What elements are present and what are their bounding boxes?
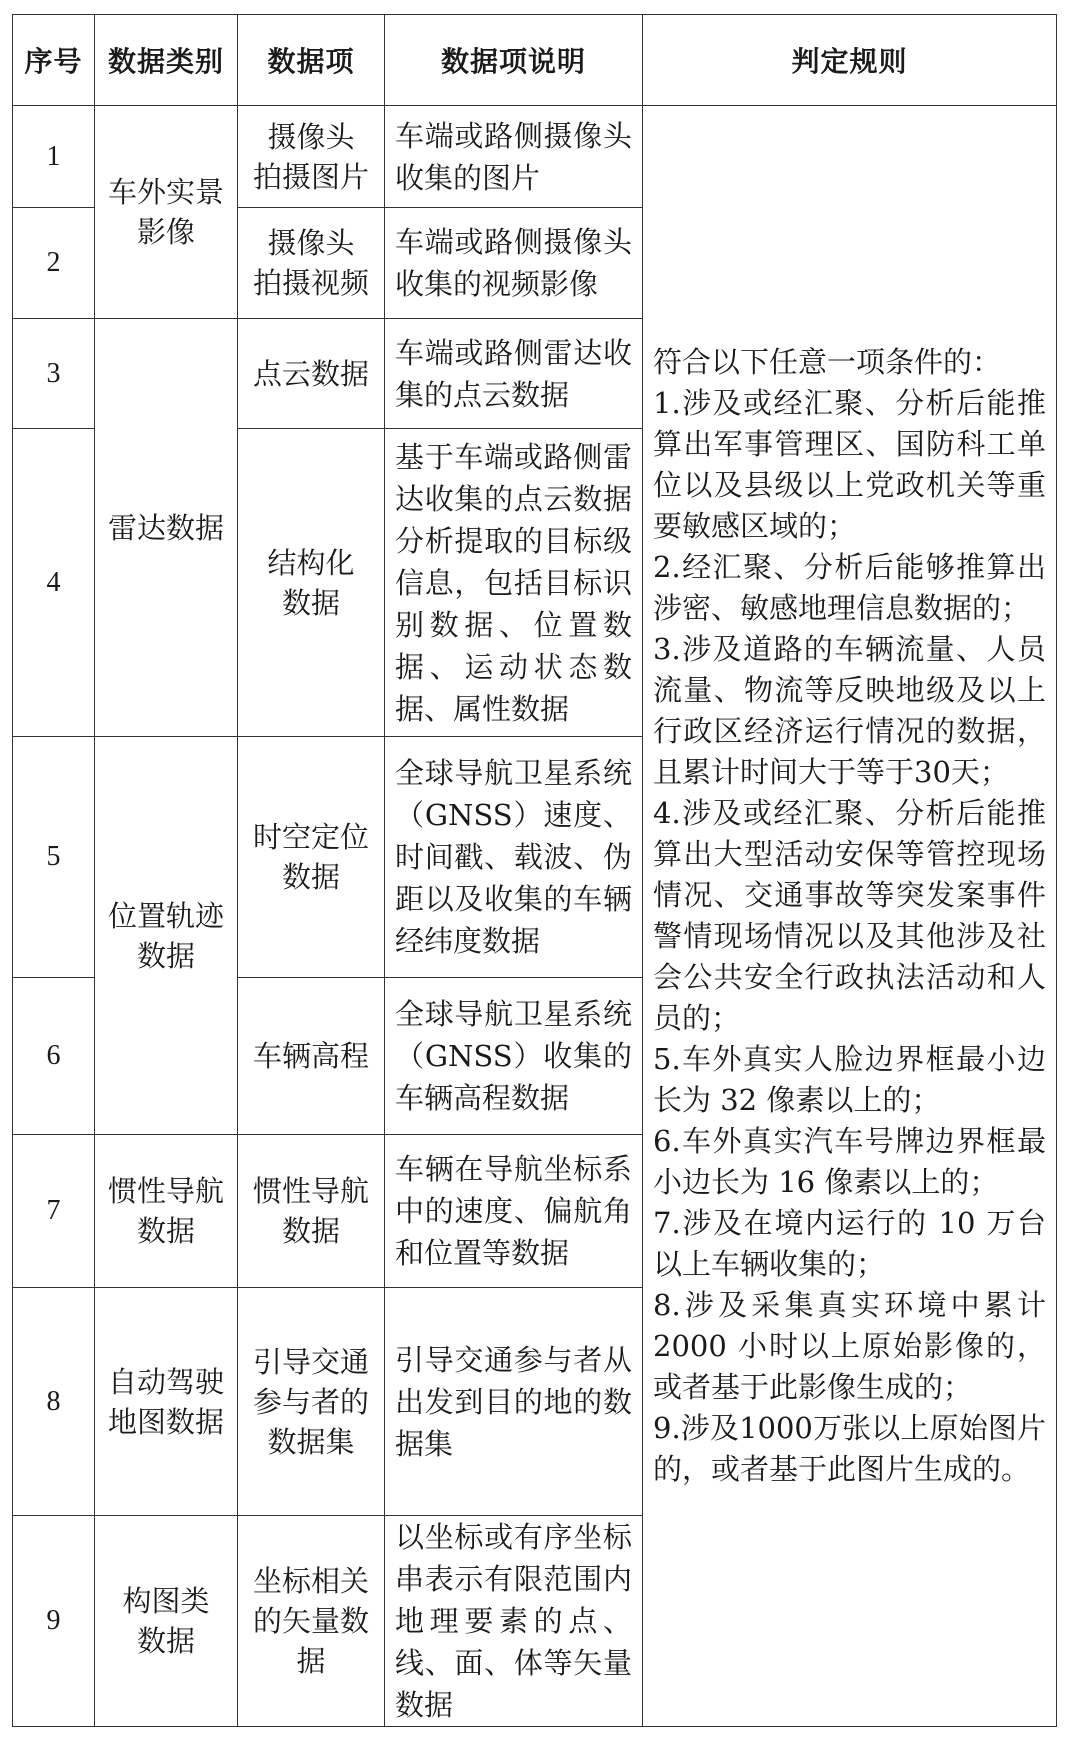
rule-item: 3.涉及道路的车辆流量、人员流量、物流等反映地级及以上行政区经济运行情况的数据，且累计时间大于等于30天； bbox=[653, 632, 1046, 789]
category-cell: 惯性导航 数据 bbox=[95, 1135, 238, 1288]
rule-item: 2.经汇聚、分析后能够推算出涉密、敏感地理信息数据的； bbox=[653, 550, 1046, 625]
description-cell: 以坐标或有序坐标串表示有限范围内地理要素的点、线、面、体等矢量数据 bbox=[385, 1516, 643, 1727]
row-index: 7 bbox=[13, 1135, 95, 1288]
header-index: 序号 bbox=[13, 15, 95, 106]
row-index: 6 bbox=[13, 978, 95, 1135]
data-classification-table bbox=[12, 14, 1057, 1727]
category-cell: 车外实景 影像 bbox=[95, 106, 238, 319]
rule-item: 5.车外真实人脸边界框最小边长为 32 像素以上的； bbox=[653, 1042, 1046, 1117]
rule-item: 8.涉及采集真实环境中累计 2000 小时以上原始影像的，或者基于此影像生成的； bbox=[653, 1288, 1046, 1404]
rule-intro: 符合以下任意一项条件的： bbox=[653, 345, 1002, 379]
rule-item: 7.涉及在境内运行的 10 万台以上车辆收集的； bbox=[653, 1206, 1046, 1281]
item-cell: 摄像头 拍摄图片 bbox=[238, 106, 385, 208]
description-cell: 基于车端或路侧雷达收集的点云数据分析提取的目标级信息，包括目标识别数据、位置数据、运动状态数据、属性数据 bbox=[385, 429, 643, 737]
table-row bbox=[13, 106, 1057, 208]
item-cell: 坐标相关 的矢量数 据 bbox=[238, 1516, 385, 1727]
description-cell: 引导交通参与者从出发到目的地的数据集 bbox=[385, 1288, 643, 1516]
header-category: 数据类别 bbox=[95, 15, 238, 106]
description-cell: 车辆在导航坐标系中的速度、偏航角和位置等数据 bbox=[385, 1135, 643, 1288]
rule-item: 6.车外真实汽车号牌边界框最小边长为 16 像素以上的； bbox=[653, 1124, 1046, 1199]
description-cell: 车端或路侧摄像头收集的视频影像 bbox=[385, 208, 643, 319]
row-index: 2 bbox=[13, 208, 95, 319]
row-index: 5 bbox=[13, 737, 95, 978]
item-cell: 结构化 数据 bbox=[238, 429, 385, 737]
category-cell: 构图类 数据 bbox=[95, 1516, 238, 1727]
description-cell: 车端或路侧摄像头收集的图片 bbox=[385, 106, 643, 208]
row-index: 9 bbox=[13, 1516, 95, 1727]
row-index: 8 bbox=[13, 1288, 95, 1516]
item-cell: 摄像头 拍摄视频 bbox=[238, 208, 385, 319]
row-index: 3 bbox=[13, 319, 95, 429]
item-cell: 车辆高程 bbox=[238, 978, 385, 1135]
category-cell: 雷达数据 bbox=[95, 319, 238, 737]
row-index: 1 bbox=[13, 106, 95, 208]
row-index: 4 bbox=[13, 429, 95, 737]
description-cell: 全球导航卫星系统（GNSS）速度、时间戳、载波、伪距以及收集的车辆经纬度数据 bbox=[385, 737, 643, 978]
item-cell: 时空定位 数据 bbox=[238, 737, 385, 978]
item-cell: 引导交通 参与者的 数据集 bbox=[238, 1288, 385, 1516]
rule-item: 1.涉及或经汇聚、分析后能推算出军事管理区、国防科工单位以及县级以上党政机关等重要敏感区域的； bbox=[653, 386, 1046, 543]
header-item: 数据项 bbox=[238, 15, 385, 106]
header-row bbox=[13, 15, 1057, 106]
rule-item: 4.涉及或经汇聚、分析后能推算出大型活动安保等管控现场情况、交通事故等突发案事件警情现场情况以及其他涉及社会公共安全行政执法活动和人员的； bbox=[653, 796, 1046, 1035]
rule-cell bbox=[643, 106, 1057, 1727]
description-cell: 车端或路侧雷达收集的点云数据 bbox=[385, 319, 643, 429]
header-description: 数据项说明 bbox=[385, 15, 643, 106]
category-cell: 自动驾驶 地图数据 bbox=[95, 1288, 238, 1516]
header-rule: 判定规则 bbox=[643, 15, 1057, 106]
item-cell: 点云数据 bbox=[238, 319, 385, 429]
rule-item: 9.涉及1000万张以上原始图片的，或者基于此图片生成的。 bbox=[653, 1411, 1046, 1486]
item-cell: 惯性导航 数据 bbox=[238, 1135, 385, 1288]
description-cell: 全球导航卫星系统（GNSS）收集的车辆高程数据 bbox=[385, 978, 643, 1135]
category-cell: 位置轨迹 数据 bbox=[95, 737, 238, 1135]
